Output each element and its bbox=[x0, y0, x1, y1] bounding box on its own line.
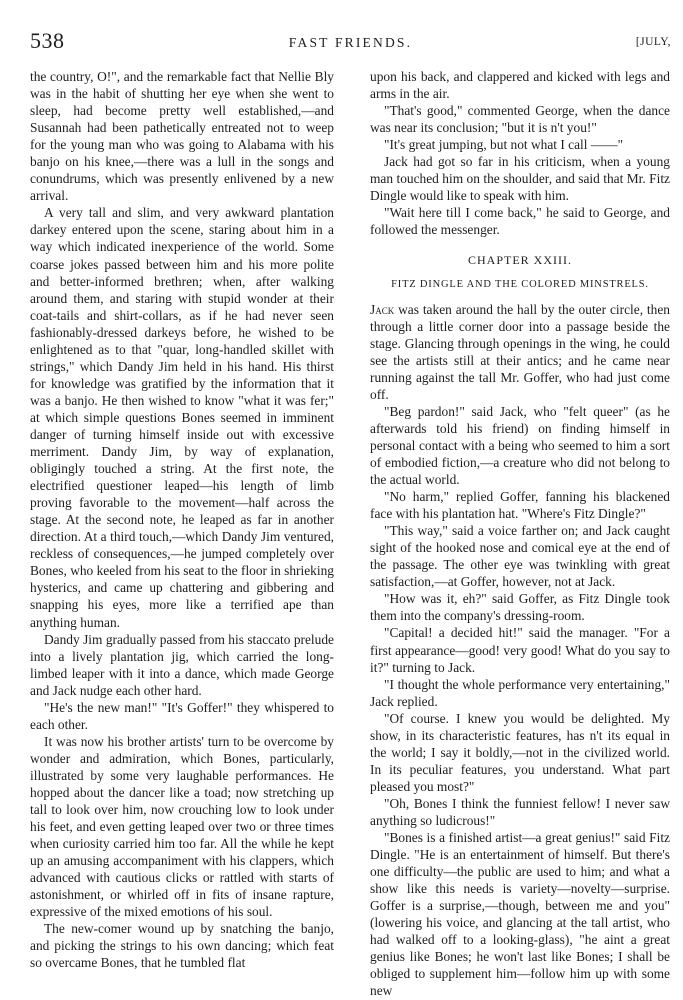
page-number: 538 bbox=[30, 28, 65, 53]
paragraph: the country, O!", and the remarkable fact that Nellie Bly was in the habit of shutting her eye when she went to sleep, had become pretty well established,—and Susannah had been pathetically entreated not to weep for the young man who was going to Alabama with his banjo on his knee,—there was a lull in the songs and conundrums, which was presently enlivened by a new arrival. bbox=[30, 69, 334, 204]
paragraph: "Oh, Bones I think the funniest fellow! I never saw anything so ludicrous!" bbox=[370, 795, 670, 828]
paragraph: The new-comer wound up by snatching the banjo, and picking the strings to his own dancing; which feat so overcame Bones, that he tumbled flat bbox=[30, 921, 334, 971]
paragraph: "How was it, eh?" said Goffer, as Fitz Dingle took them into the company's dressing-room. bbox=[370, 591, 670, 624]
chapter-opening-paragraph bbox=[370, 301, 670, 403]
paragraph: It was now his brother artists' turn to be overcome by wonder and admiration, which Bones, particularly, illustrated by some very laughable performances. He hopped about the dancer like a toad; now stretching up tall to look over him, now crouching low to look under his feet, and even getting leaped over two or three times when curiosity carried him too far. All the while he kept up an amusing accompaniment with his clappers, which advanced with cautious clicks or rattled with starts of astonishment, or whirled off in fits of insane rapture, expressive of the mixed emotions of his soul. bbox=[30, 733, 334, 920]
paragraph: Dandy Jim gradually passed from his staccato prelude into a lively plantation jig, which carried the long-limbed leaper with it into a dance, which made George and Jack nudge each other hard. bbox=[30, 631, 334, 698]
paragraph: "Beg pardon!" said Jack, who "felt queer" (as he afterwards told his friend) on finding himself in personal contact with a being who seemed to him a sort of embodied fiction,—a creature who did not belong to the actual world. bbox=[370, 403, 670, 488]
paragraph: "That's good," commented George, when the dance was near its conclusion; "but it is n't you!" bbox=[370, 103, 670, 136]
paragraph: "It's great jumping, but not what I call ——" bbox=[384, 137, 624, 153]
paragraph: "He's the new man!" "It's Goffer!" they whispered to each other. bbox=[30, 699, 334, 732]
opening-text: was taken around the hall by the outer circle, then through a little corner door into a passage beside the stage. Glancing through openings in the wing, he could see the artists still at their antics; and he came near running against the tall Mr. Goffer, who had just come off. bbox=[370, 301, 670, 402]
right-column bbox=[370, 68, 670, 999]
page-header bbox=[30, 28, 671, 58]
paragraph: "I thought the whole performance very entertaining," Jack replied. bbox=[370, 676, 670, 709]
paragraph: "No harm," replied Goffer, fanning his blackened face with his plantation hat. "Where's Fitz Dingle?" bbox=[370, 489, 670, 522]
paragraph: A very tall and slim, and very awkward plantation darkey entered upon the scene, staring about him in a way which indicated inexperience of the world. Some coarse jokes passed between him and his more polite and better-informed brethren; when, after walking around them, and staring with stupid wonder at their coat-tails and shirt-collars, as if he had never seen fashionably-dressed darkeys before, he wished to be enlightened as to that "quar, long-handled skillet with strings," which Dandy Jim held in his hand. His thirst for knowledge was gratified by the information that it was a banjo. He then wished to know "what it was fer;" at which simple questions Bones seemed in imminent danger of turning himself inside out with excessive merriment. Dandy Jim, by way of explanation, obligingly touched a string. At the first note, the electrified questioner leaped—his length of limb proving favorable to the movement—half across the stage. At the second note, he leaped as far in another direction. At a third touch,—which Dandy Jim ventured, reckless of consequences,—he jumped completely over Bones, who keeled from his seat to the floor in shrieking hysterics, and came up chattering and gibbering and snapping his eyes, more like a terrified ape than anything human. bbox=[30, 205, 334, 630]
paragraph: "Wait here till I come back," he said to George, and followed the messenger. bbox=[370, 205, 670, 238]
chapter-heading: CHAPTER XXIII. bbox=[468, 253, 572, 268]
paragraph: Jack had got so far in his criticism, when a young man touched him on the shoulder, and said that Mr. Fitz Dingle would like to speak with him. bbox=[370, 154, 670, 204]
running-title: FAST FRIENDS. bbox=[288, 35, 413, 50]
opening-word: Jack bbox=[370, 301, 395, 317]
paragraph: "This way," said a voice farther on; and Jack caught sight of the hooked nose and comical eye at the end of the passage. The other eye was twinkling with great satisfaction,—at Goffer, however, not at Jack. bbox=[370, 523, 670, 590]
left-column bbox=[30, 68, 334, 971]
chapter-subtitle: FITZ DINGLE AND THE COLORED MINSTRELS. bbox=[391, 278, 649, 290]
paragraph: upon his back, and clappered and kicked with legs and arms in the air. bbox=[370, 69, 670, 102]
paragraph: "Bones is a finished artist—a great genius!" said Fitz Dingle. "He is an entertainment of himself. But there's one difficulty—the public are used to him; and what a show like this needs is variety—novelty—surprise. Goffer is a surprise,—though, between me and you" (lowering his voice, and glancing at the tall artist, who had walked off to a looking-glass), "he aint a great genius like Bones; he won't last like Bones; I shall be obliged to supplement him—follow him up with some new bbox=[370, 830, 670, 999]
paragraph: "Of course. I knew you would be delighted. My show, in its characteristic features, has n't its equal in the world; I say it boldly,—not in the civilized world. In its peculiar features, you understand. What part pleased you most?" bbox=[370, 710, 670, 794]
issue-month: [JULY, bbox=[635, 36, 671, 48]
paragraph: "Capital! a decided hit!" said the manager. "For a first appearance—good! very good! What do you say to it?" turning to Jack. bbox=[370, 625, 670, 675]
